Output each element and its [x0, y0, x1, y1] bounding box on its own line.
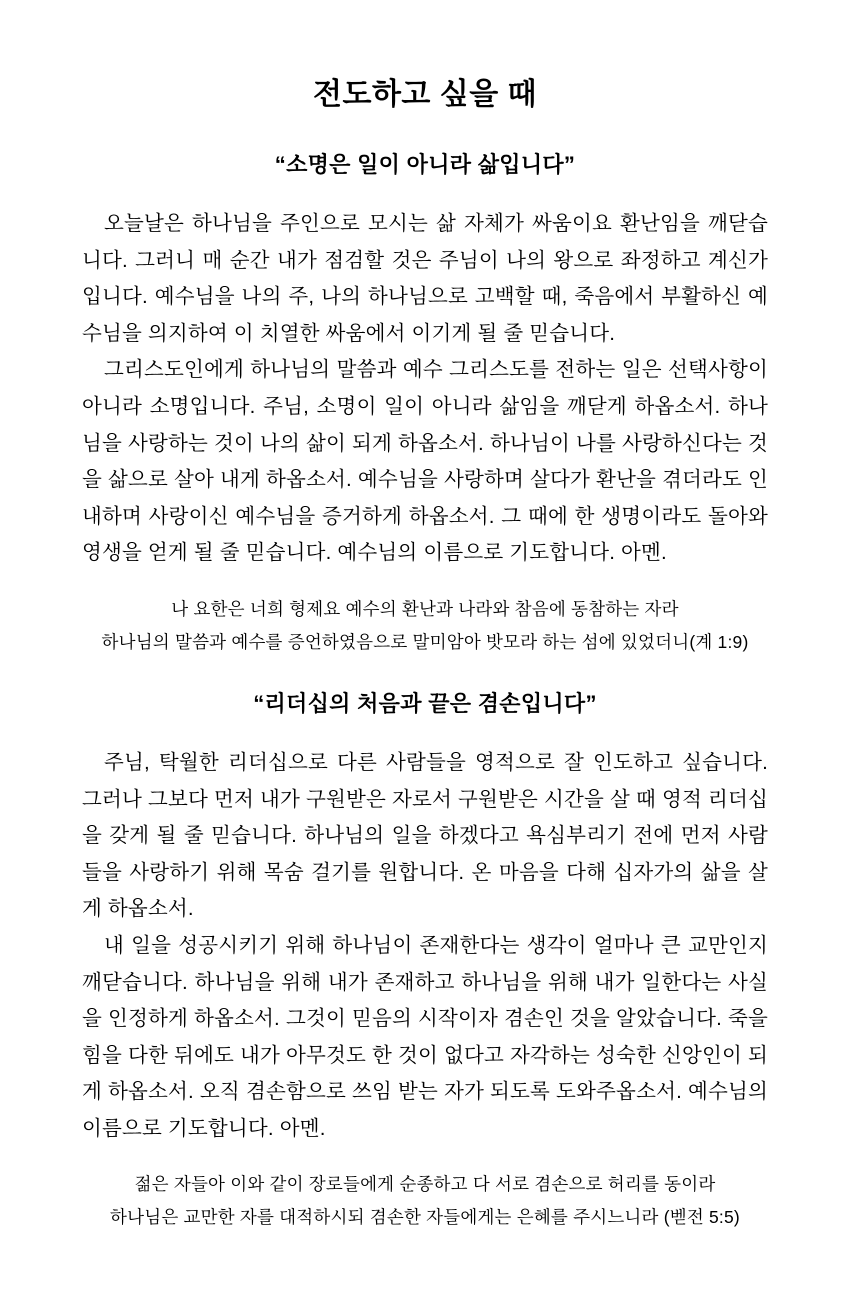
verse-line: 하나님은 교만한 자를 대적하시되 겸손한 자들에게는 은혜를 주시느니라 (벧전 5:5)	[110, 1207, 740, 1228]
section-leadership	[82, 689, 768, 1235]
verse-line: 나 요한은 너희 형제요 예수의 환난과 나라와 참음에 동참하는 자라	[171, 598, 679, 619]
section-leadership-subtitle: “리더십의 처음과 끝은 겸손입니다”	[253, 690, 597, 716]
bible-verse-rev-1-9	[82, 593, 768, 659]
section-calling-paragraph-2: 그리스도인에게 하나님의 말씀과 예수 그리스도를 전하는 일은 선택사항이 아니라 소명입니다. 주님, 소명이 일이 아니라 삶임을 깨닫게 하옵소서. 하나님을 사랑하는 것이 나의 삶이 되게 하옵소서. 하나님이 나를 사랑하신다는 것을 삶으로 살아 내게 하옵소서. 예수님을 사랑하며 살다가 환난을 겪더라도 인내하며 사랑이신 예수님을 증거하게 하옵소서. 그 때에 한 생명이라도 돌아와 영생을 얻게 될 줄 믿습니다. 예수님의 이름으로 기도합니다. 아멘.	[82, 358, 768, 565]
document-page	[0, 76, 852, 1292]
section-leadership-paragraph-2: 내 일을 성공시키기 위해 하나님이 존재한다는 생각이 얼마나 큰 교만인지 깨닫습니다. 하나님을 위해 내가 존재하고 하나님을 위해 내가 일한다는 사실을 인정하게 하옵소서. 그것이 믿음의 시작이자 겸손인 것을 알았습니다. 죽을힘을 다한 뒤에도 내가 아무것도 한 것이 없다고 자각하는 성숙한 신앙인이 되게 하옵소서. 오직 겸손함으로 쓰임 받는 자가 되도록 도와주옵소서. 예수님의 이름으로 기도합니다. 아멘.	[82, 933, 768, 1140]
section-calling-subtitle: “소명은 일이 아니라 삶입니다”	[274, 152, 576, 177]
page-title: 전도하고 싶을 때	[312, 78, 538, 111]
verse-line: 하나님의 말씀과 예수를 증언하였음으로 말미암아 밧모라 하는 섬에 있었더니(계 1:9)	[101, 631, 749, 652]
section-calling-paragraph-1: 오늘날은 하나님을 주인으로 모시는 삶 자체가 싸움이요 환난임을 깨닫습니다. 그러니 매 순간 내가 점검할 것은 주님이 나의 왕으로 좌정하고 계신가 입니다. 예수님을 나의 주, 나의 하나님으로 고백할 때, 죽음에서 부활하신 예수님을 의지하여 이 치열한 싸움에서 이기게 될 줄 믿습니다.	[82, 212, 768, 345]
section-leadership-paragraph-1: 주님, 탁월한 리더십으로 다른 사람들을 영적으로 잘 인도하고 싶습니다. 그러나 그보다 먼저 내가 구원받은 자로서 구원받은 시간을 살 때 영적 리더십을 갖게 될 줄 믿습니다. 하나님의 일을 하겠다고 욕심부리기 전에 먼저 사람들을 사랑하기 위해 목숨 걸기를 원합니다. 온 마음을 다해 십자가의 삶을 살게 하옵소서.	[82, 750, 768, 921]
bible-verse-1pet-5-5	[82, 1168, 768, 1234]
verse-line: 젊은 자들아 이와 같이 장로들에게 순종하고 다 서로 겸손으로 허리를 동이라	[134, 1174, 716, 1195]
section-calling	[82, 150, 768, 659]
